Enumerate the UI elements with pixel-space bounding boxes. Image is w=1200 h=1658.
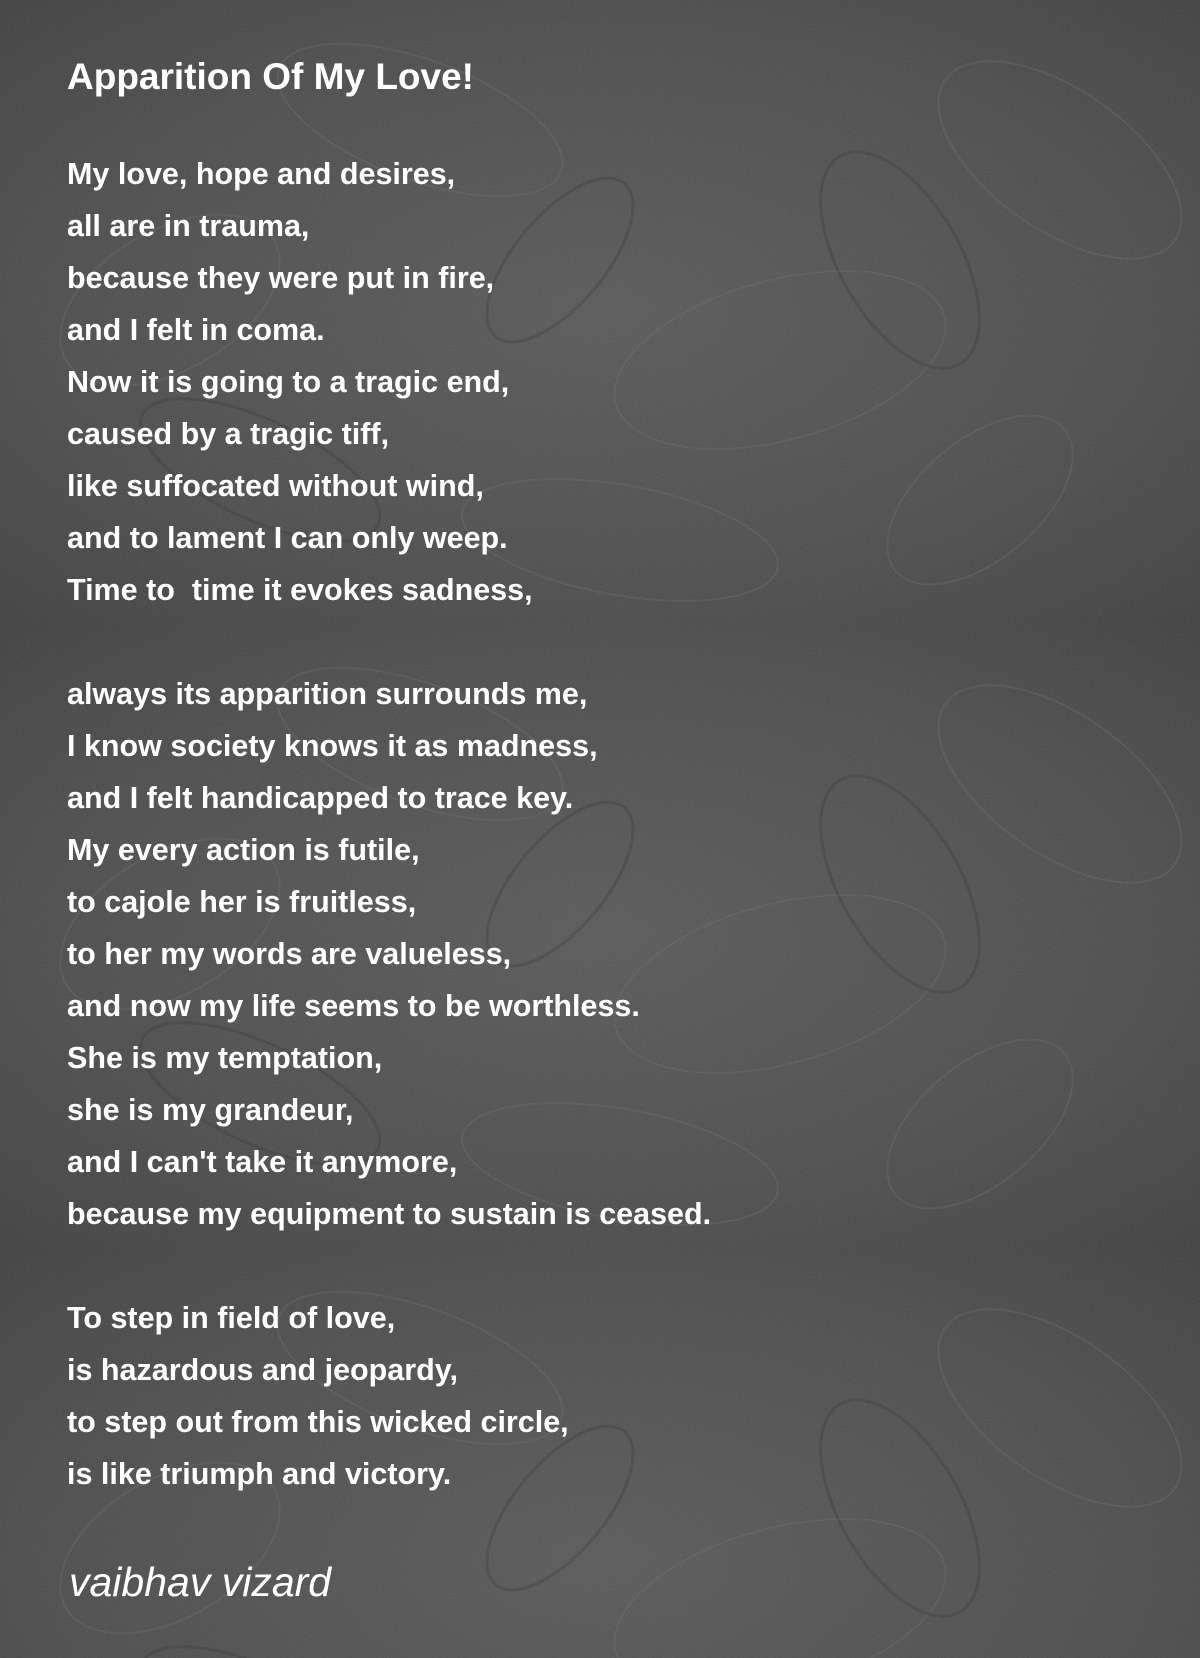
poem-card	[67, 0, 1177, 1658]
poem-line: is hazardous and jeopardy,	[67, 1353, 458, 1387]
poem-line: caused by a tragic tiff,	[67, 417, 390, 451]
poem-line: and I felt handicapped to trace key.	[67, 781, 574, 815]
stanza-break	[67, 620, 711, 672]
poem-line: always its apparition surrounds me,	[67, 677, 588, 711]
poem-line: She is my temptation,	[67, 1041, 383, 1075]
poem-line: and to lament I can only weep.	[67, 521, 508, 555]
poem-line: is like triumph and victory.	[67, 1457, 452, 1491]
poem-line: To step in field of love,	[67, 1301, 396, 1335]
poem-line: My love, hope and desires,	[67, 157, 456, 191]
poem-line: because they were put in fire,	[67, 261, 495, 295]
poem-line: Now it is going to a tragic end,	[67, 365, 510, 399]
poem-title: Apparition Of My Love!	[67, 56, 474, 97]
poem-line: all are in trauma,	[67, 209, 310, 243]
poem-line: and now my life seems to be worthless.	[67, 989, 640, 1023]
poem-line: Time to time it evokes sadness,	[67, 573, 533, 607]
poem-line: because my equipment to sustain is ceased.	[67, 1197, 712, 1231]
poem-line: like suffocated without wind,	[67, 469, 484, 503]
poem-line: to her my words are valueless,	[67, 937, 512, 971]
poem-line: and I felt in coma.	[67, 313, 325, 347]
poem-line: to cajole her is fruitless,	[67, 885, 417, 919]
poem-line: she is my grandeur,	[67, 1093, 354, 1127]
stanza-break	[67, 1244, 711, 1296]
poem-line: I know society knows it as madness,	[67, 729, 598, 763]
poem-body	[67, 152, 711, 1504]
poem-line: and I can't take it anymore,	[67, 1145, 458, 1179]
poem-line: My every action is futile,	[67, 833, 420, 867]
poem-line: to step out from this wicked circle,	[67, 1405, 569, 1439]
poem-author: vaibhav vizard	[69, 1559, 332, 1605]
